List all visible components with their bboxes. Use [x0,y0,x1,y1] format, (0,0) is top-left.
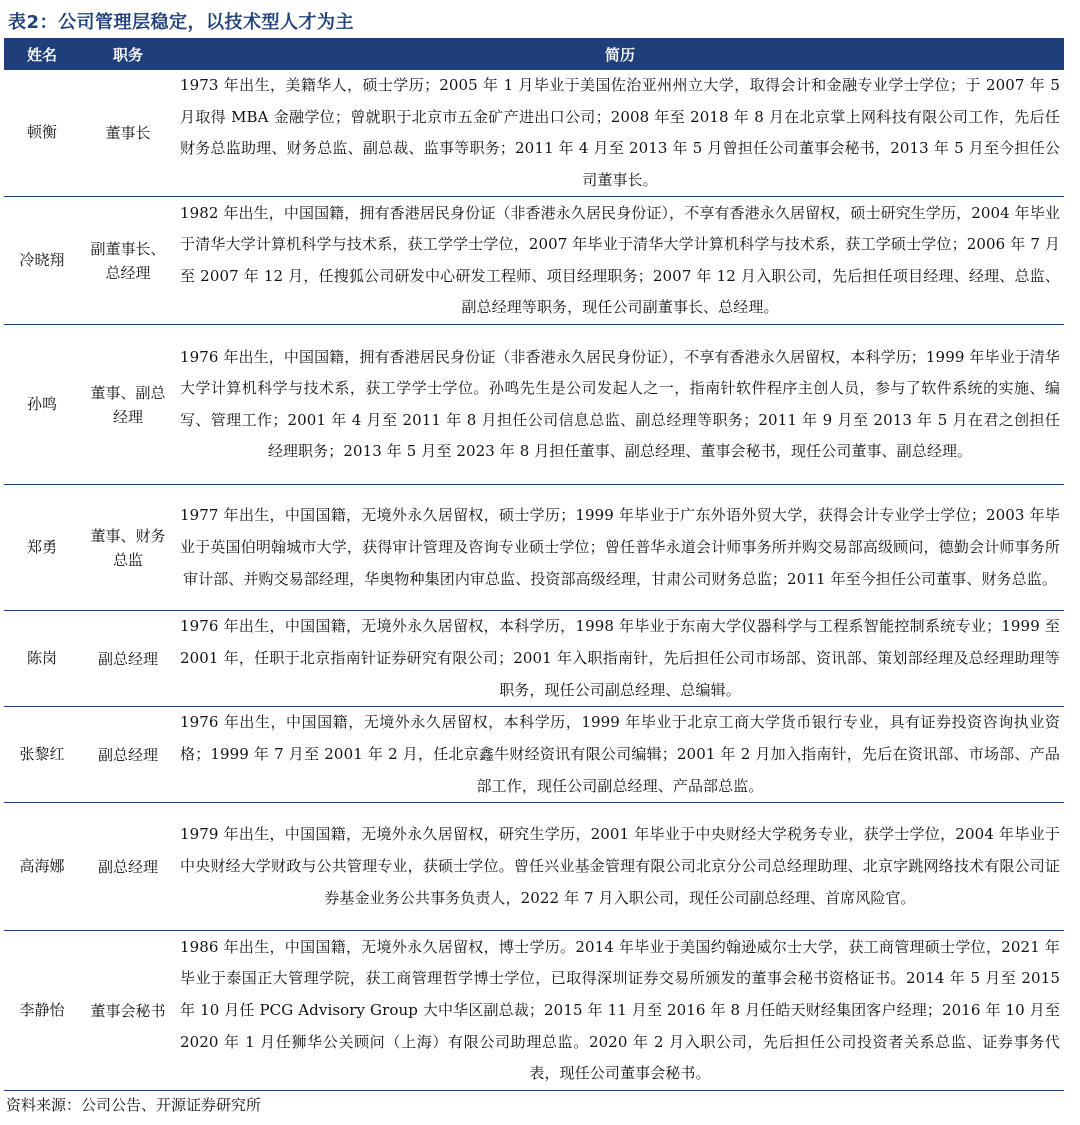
cell-name: 孙鸣 [26,395,57,414]
table-row [4,707,1064,803]
header-bio: 简历 [604,45,635,64]
cell-name: 郑勇 [26,538,57,557]
table-header-row [4,38,1064,70]
cell-role: 董事长 [105,124,151,143]
table-row [4,931,1064,1091]
cell-bio: 1979 年出生，中国国籍，无境外永久居留权，研究生学历，2001 年毕业于中央财经大学税务专业，获学士学位，2004 年毕业于中央财经大学财政与公共管理专业，获硕士学位。曾任兴业基金管理有限公司北京分公司总经理助理、北京字跳网络技术有限公司证券基金业务公共事务负责人，2022 年 7 月入职公司，现任公司副总经理、首席风险官。 [180,825,1060,907]
cell-name: 顿衡 [26,123,57,142]
management-table [4,38,1064,1091]
cell-bio: 1982 年出生，中国国籍，拥有香港居民身份证（非香港永久居民身份证），不享有香港永久居留权，硕士研究生学历，2004 年毕业于清华大学计算机科学与技术系，获工学学士学位，2007 年毕业于清华大学计算机科学与技术系，获工学硕士学位；2006 年 7 月至 2007 年 12 月，任搜狐公司研发中心研发工程师、项目经理职务；2007 年 12 月入职公司，先后担任项目经理、经理、总监、副总经理等职务，现任公司副董事长、总经理。 [180,203,1060,317]
cell-role: 副总经理 [97,745,158,764]
cell-name: 李静怡 [19,1001,65,1020]
cell-role: 副总经理 [97,857,158,876]
table-row [4,325,1064,485]
table-row [4,197,1064,325]
cell-role: 董事、副总经理 [90,383,166,426]
cell-bio: 1976 年出生，中国国籍，无境外永久居留权，本科学历，1998 年毕业于东南大学仪器科学与工程系智能控制系统专业；1999 至 2001 年，任职于北京指南针证券研究有限公司；2001 年入职指南针，先后担任公司市场部、资讯部、策划部经理及总经理助理等职务，现任公司副总经理、总编辑。 [180,617,1060,699]
cell-name: 陈岗 [26,649,57,668]
header-name: 姓名 [26,45,57,64]
table-row [4,803,1064,931]
cell-role: 副董事长、总经理 [90,239,166,282]
table-caption-bar [8,6,354,36]
source-note: 资料来源：公司公告、开源证券研究所 [6,1096,262,1114]
cell-bio: 1976 年出生，中国国籍，拥有香港居民身份证（非香港永久居民身份证），不享有香港永久居留权，本科学历；1999 年毕业于清华大学计算机科学与技术系，获工学学士学位。孙鸣先生是公司发起人之一，指南针软件程序主创人员，参与了软件系统的实施、编写、管理工作；2001 年 4 月至 2011 年 8 月担任公司信息总监、副总经理等职务；2011 年 9 月至 2013 年 5 月在君之创担任经理职务；2013 年 5 月至 2023 年 8 月担任董事、副总经理、董事会秘书，现任公司董事、副总经理。 [180,347,1060,461]
header-role: 职务 [112,45,143,64]
table-row [4,485,1064,611]
cell-role: 董事、财务总监 [90,526,166,569]
cell-role: 副总经理 [97,649,158,668]
cell-name: 高海娜 [19,857,65,876]
cell-bio: 1977 年出生，中国国籍，无境外永久居留权，硕士学历；1999 年毕业于广东外语外贸大学，获得会计专业学士学位；2003 年毕业于英国伯明翰城市大学，获得审计管理及咨询专业硕士学位；曾任普华永道会计师事务所并购交易部高级顾问，德勤会计师事务所审计部、并购交易部经理，华奥物种集团内审总监、投资部高级经理，甘肃公司财务总监；2011 年至今担任公司董事、财务总监。 [180,506,1060,588]
cell-role: 董事会秘书 [90,1001,166,1020]
table-title: 表2：公司管理层稳定，以技术型人才为主 [8,12,355,33]
cell-bio: 1973 年出生，美籍华人，硕士学历；2005 年 1 月毕业于美国佐治亚州州立大学，取得会计和金融专业学士学位；于 2007 年 5 月取得 MBA 金融学位；曾就职于北京市五金矿产进出口公司；2008 年至 2018 年 8 月在北京掌上网科技有限公司工作，先后任财务总监助理、财务总监、副总裁、监事等职务；2011 年 4 月至 2013 年 5 月曾担任公司董事会秘书，2013 年 5 月至今担任公司董事长。 [180,76,1060,189]
cell-bio: 1976 年出生，中国国籍，无境外永久居留权，本科学历，1999 年毕业于北京工商大学货币银行专业，具有证券投资咨询执业资格；1999 年 7 月至 2001 年 2 月，任北京鑫牛财经资讯有限公司编辑；2001 年 2 月加入指南针，先后在资讯部、市场部、产品部工作，现任公司副总经理、产品部总监。 [180,713,1060,795]
cell-name: 张黎红 [19,745,65,764]
table-row [4,611,1064,707]
cell-name: 冷晓翔 [19,251,65,270]
cell-bio: 1986 年出生，中国国籍，无境外永久居留权，博士学历。2014 年毕业于美国约翰逊威尔士大学，获工商管理硕士学位，2021 年毕业于泰国正大管理学院，获工商管理哲学博士学位，已取得深圳证券交易所颁发的董事会秘书资格证书。2014 年 5 月至 2015 年 10 月任 PCG Advisory Group 大中华区副总裁；2015 年 11 月至 2016 年 8 月任皓天财经集团客户经理；2016 年 10 月至 2020 年 1 月任狮华公关顾问（上海）有限公司助理总监。2020 年 2 月入职公司，先后担任公司投资者关系总监、证券事务代表，现任公司董事会秘书。 [180,937,1060,1083]
table-row [4,70,1064,197]
